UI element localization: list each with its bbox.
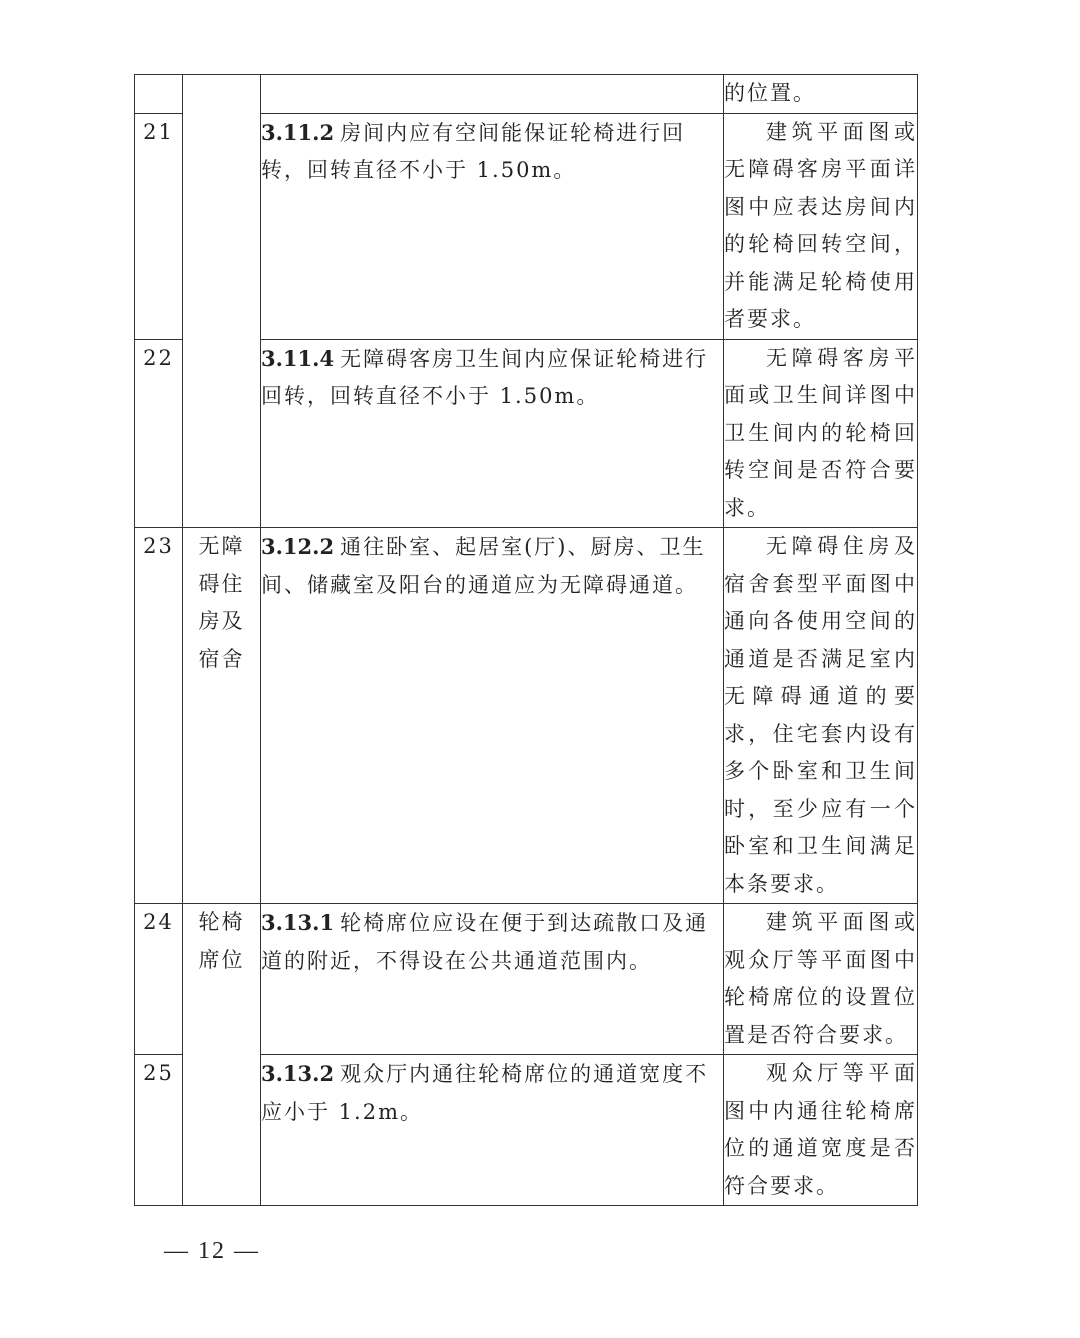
note-text: 无障碍住房及宿舍套型平面图中通向各使用空间的通道是否满足室内无障碍通道的要求，住宅套内设有多个卧室和卫生间时，至少应有一个卧室和卫生间满足本条要求。 xyxy=(724,534,917,896)
clause-text: 轮椅席位应设在便于到达疏散口及通道的附近，不得设在公共通道范围内。 xyxy=(261,911,709,973)
table-row xyxy=(135,904,918,1055)
clause-cell xyxy=(261,904,724,1055)
note-cell xyxy=(724,113,918,339)
clause-code: 3.12.2 xyxy=(261,534,335,559)
note-cell xyxy=(724,528,918,904)
row-number: 21 xyxy=(135,113,183,339)
row-number: 22 xyxy=(135,339,183,528)
clause-cell xyxy=(261,1055,724,1206)
table-row xyxy=(135,528,918,904)
clause-cell xyxy=(261,113,724,339)
clause-code: 3.11.2 xyxy=(261,119,335,145)
note-cell xyxy=(724,1055,918,1206)
table-row xyxy=(135,75,918,114)
clause-cell xyxy=(261,75,724,114)
note-cell xyxy=(724,339,918,528)
clause-cell xyxy=(261,528,724,904)
clause-text: 房间内应有空间能保证轮椅进行回转，回转直径不小于 1.50m。 xyxy=(261,120,686,182)
clause-text: 观众厅内通往轮椅席位的通道宽度不应小于 1.2m。 xyxy=(261,1062,709,1124)
clause-text: 通往卧室、起居室(厅)、厨房、卫生间、储藏室及阳台的通道应为无障碍通道。 xyxy=(261,535,706,597)
note-cell xyxy=(724,75,918,114)
clause-cell xyxy=(261,339,724,528)
category-label: 无障碍住房及宿舍 xyxy=(198,534,245,671)
review-table xyxy=(134,74,918,1206)
category-label: 轮椅席位 xyxy=(198,910,245,972)
page-number: — 12 — xyxy=(164,1238,260,1264)
row-number: 23 xyxy=(135,528,183,904)
category-cell xyxy=(183,904,261,1206)
note-text: 观众厅等平面图中内通往轮椅席位的通道宽度是否符合要求。 xyxy=(724,1061,917,1198)
clause-code: 3.11.4 xyxy=(261,345,335,371)
category-cell xyxy=(183,75,261,528)
note-cell xyxy=(724,904,918,1055)
category-cell xyxy=(183,528,261,904)
row-number-cell xyxy=(135,75,183,114)
note-text: 建筑平面图或无障碍客房平面详图中应表达房间内的轮椅回转空间，并能满足轮椅使用者要求。 xyxy=(724,119,917,331)
row-number: 24 xyxy=(135,904,183,1055)
note-text: 建筑平面图或观众厅等平面图中轮椅席位的设置位置是否符合要求。 xyxy=(724,910,917,1047)
clause-text: 无障碍客房卫生间内应保证轮椅进行回转，回转直径不小于 1.50m。 xyxy=(261,346,709,408)
clause-code: 3.13.2 xyxy=(261,1061,335,1086)
clause-code: 3.13.1 xyxy=(261,910,335,935)
note-text: 无障碍客房平面或卫生间详图中卫生间内的轮椅回转空间是否符合要求。 xyxy=(724,345,917,520)
row-number: 25 xyxy=(135,1055,183,1206)
note-text: 的位置。 xyxy=(724,81,816,105)
